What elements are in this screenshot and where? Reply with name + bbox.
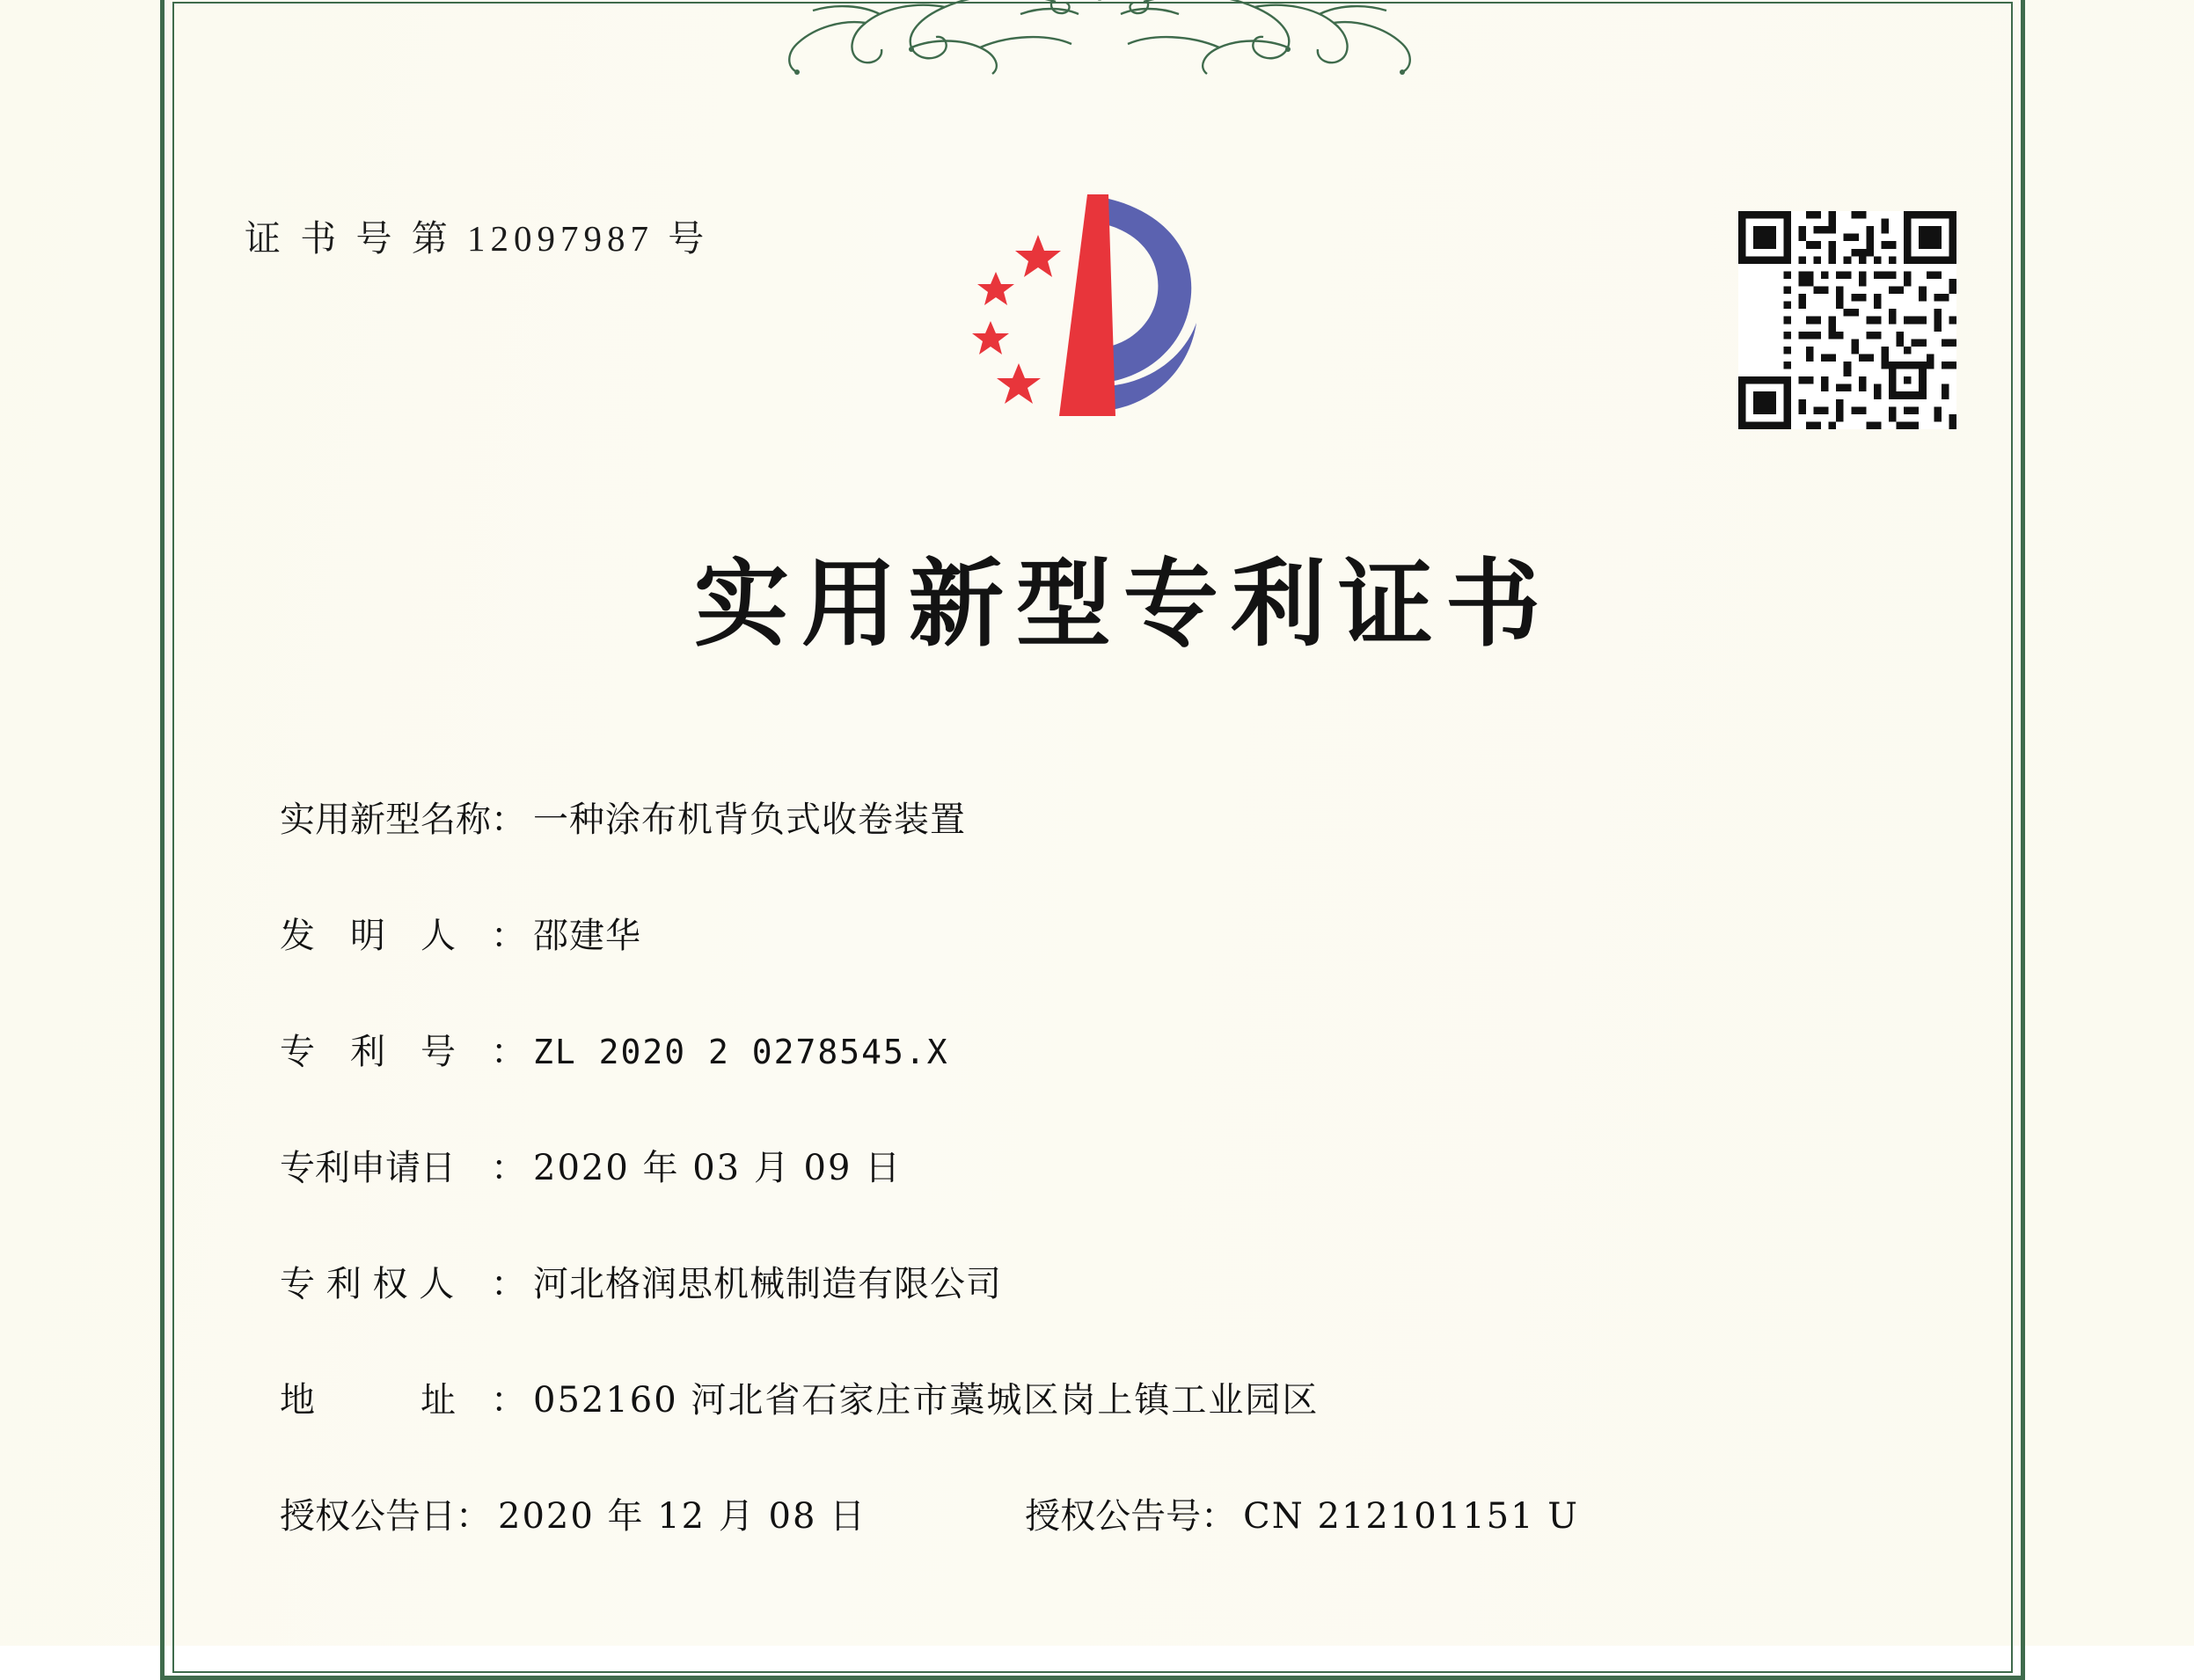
field-value-inventor: 邵建华	[533, 916, 641, 956]
field-value-grant-date: 2020 年 12 月 08 日	[498, 1496, 867, 1537]
field-label-grant-date: 授权公告日	[280, 1496, 456, 1537]
field-colon: ：	[456, 1496, 491, 1536]
field-label-grant-number: 授权公告号	[1025, 1496, 1202, 1537]
field-colon: ：	[491, 1032, 526, 1071]
field-colon: ：	[491, 1148, 526, 1187]
certificate-fields	[280, 792, 1951, 1604]
certificate-number: 证 书 号 第 12097987 号	[245, 218, 710, 259]
field-value-application-date: 2020 年 03 月 09 日	[533, 1148, 903, 1188]
field-inventor	[280, 908, 1951, 958]
field-utility-model-name	[280, 792, 1951, 842]
qr-code	[1738, 211, 1956, 429]
field-value-address: 052160 河北省石家庄市藁城区岗上镇工业园区	[533, 1380, 1320, 1421]
field-label-patentee: 专 利 权 人	[280, 1264, 455, 1304]
field-value-grant-number: CN 212101151 U	[1243, 1496, 1579, 1537]
field-value-utility-model-name: 一种涂布机背负式收卷装置	[533, 800, 966, 840]
field-colon: ：	[491, 800, 526, 839]
field-colon: ：	[491, 1380, 526, 1420]
field-value-patentee: 河北格润思机械制造有限公司	[533, 1264, 1002, 1304]
field-address	[280, 1372, 1951, 1422]
field-label-address: 地 址	[280, 1380, 456, 1421]
field-value-patent-number: ZL 2020 2 0278545.X	[533, 1033, 949, 1071]
field-colon: ：	[1201, 1496, 1237, 1536]
cnipa-emblem-icon	[932, 189, 1249, 453]
field-colon: ：	[491, 916, 526, 955]
field-grant-announcement	[280, 1488, 1951, 1538]
field-label-application-date: 专利申请日	[280, 1148, 456, 1188]
field-label-inventor: 发 明 人	[280, 916, 456, 956]
field-colon: ：	[491, 1264, 526, 1304]
field-patent-number	[280, 1024, 1951, 1074]
field-patentee	[280, 1256, 1951, 1306]
field-label-patent-number: 专 利 号	[280, 1032, 456, 1072]
page-title: 实用新型专利证书	[693, 549, 1553, 660]
field-application-date	[280, 1140, 1951, 1190]
field-label-utility-model-name: 实用新型名称	[280, 800, 491, 840]
